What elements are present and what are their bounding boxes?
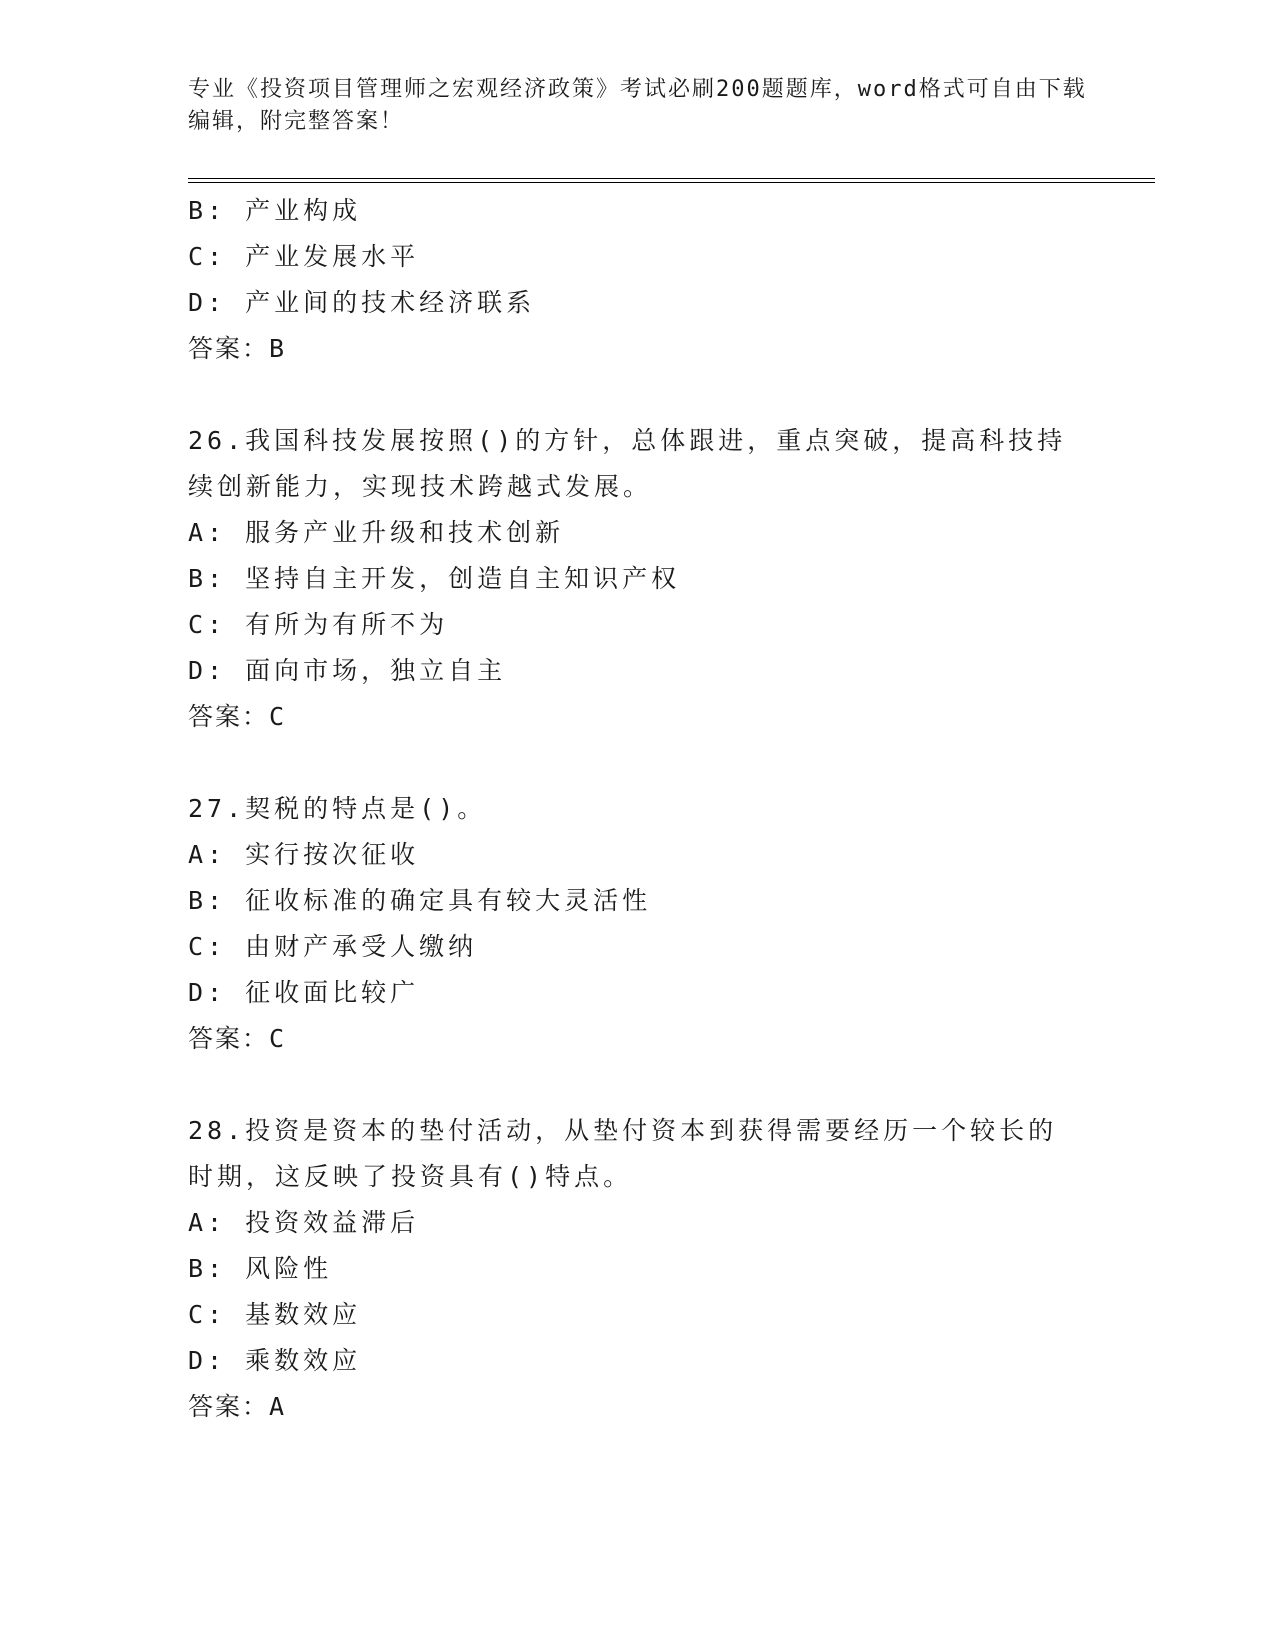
answer-line: 答案：C: [188, 1024, 287, 1053]
document-header: 专业《投资项目管理师之宏观经济政策》考试必刷200题题库，word格式可自由下载编辑，附完整答案！: [188, 77, 1087, 134]
option-b: B: 征收标准的确定具有较大灵活性: [188, 886, 652, 915]
option-b: B: 产业构成: [188, 196, 362, 225]
option-a: A: 投资效益滞后: [188, 1208, 420, 1237]
option-a: A: 服务产业升级和技术创新: [188, 518, 565, 547]
option-b: B: 坚持自主开发，创造自主知识产权: [188, 564, 681, 593]
question-text: 26.我国科技发展按照()的方针，总体跟进，重点突破，提高科技持续创新能力，实现技术跨越式发展。: [188, 426, 1067, 501]
question-block-partial: [188, 188, 1088, 372]
option-d: D: 产业间的技术经济联系: [188, 288, 536, 317]
header-divider-bottom: [188, 182, 1155, 183]
option-c: C: 基数效应: [188, 1300, 362, 1329]
option-c: C: 由财产承受人缴纳: [188, 932, 478, 961]
option-a: A: 实行按次征收: [188, 840, 420, 869]
option-d: D: 乘数效应: [188, 1346, 362, 1375]
question-text: 28.投资是资本的垫付活动，从垫付资本到获得需要经历一个较长的时期，这反映了投资具有()特点。: [188, 1116, 1058, 1191]
option-d: D: 面向市场，独立自主: [188, 656, 507, 685]
option-b: B: 风险性: [188, 1254, 333, 1283]
spacer: [188, 372, 1088, 418]
question-list: [188, 188, 1088, 1430]
answer-line: 答案：C: [188, 702, 287, 731]
answer-line: 答案：A: [188, 1392, 287, 1421]
option-c: C: 有所为有所不为: [188, 610, 449, 639]
spacer: [188, 740, 1088, 786]
answer-line: 答案：B: [188, 334, 287, 363]
header-divider-top: [188, 178, 1155, 179]
spacer: [188, 1062, 1088, 1108]
option-d: D: 征收面比较广: [188, 978, 420, 1007]
question-block: [188, 418, 1088, 740]
question-block: [188, 1108, 1088, 1430]
question-text: 27.契税的特点是()。: [188, 794, 487, 823]
option-c: C: 产业发展水平: [188, 242, 420, 271]
question-block: [188, 786, 1088, 1062]
